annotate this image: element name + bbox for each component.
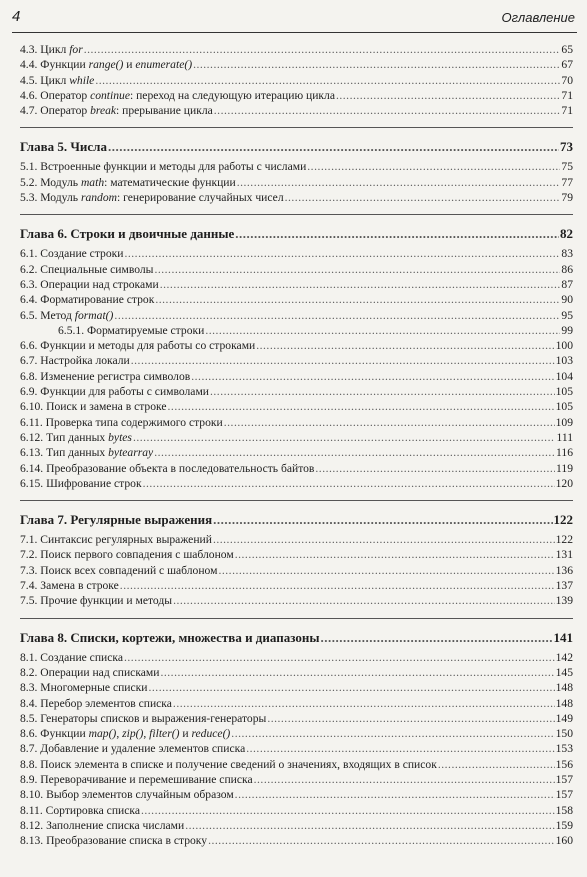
entry-page: 153 (555, 742, 573, 756)
entry-page: 120 (555, 476, 573, 490)
dot-leader (120, 578, 555, 593)
entry-title: 4.5. Цикл while (20, 73, 95, 87)
entry-page: 150 (555, 727, 573, 741)
dot-leader (307, 159, 560, 174)
entry-page: 158 (555, 803, 573, 817)
dot-leader (256, 338, 554, 353)
entry-title: 6.12. Тип данных bytes (20, 430, 132, 444)
entry-title: 8.3. Многомерные списки (20, 681, 148, 695)
toc-entry[interactable] (20, 430, 573, 445)
toc-entry[interactable] (20, 246, 573, 261)
entry-title: 6.6. Функции и методы для работы со строками (20, 339, 256, 353)
chapter-title: Глава 7. Регулярные выражения (20, 512, 213, 528)
toc-section (20, 628, 573, 858)
dot-leader (154, 262, 560, 277)
dot-leader (235, 547, 555, 562)
entry-title: 8.12. Заполнение списка числами (20, 818, 185, 832)
toc-entry[interactable] (20, 665, 573, 680)
entry-title: 6.4. Форматирование строк (20, 293, 155, 307)
toc-entry[interactable] (20, 88, 573, 103)
toc-entry[interactable] (20, 57, 573, 72)
entry-page: 139 (555, 594, 573, 608)
toc-entry[interactable] (20, 696, 573, 711)
toc-entry[interactable] (20, 563, 573, 578)
entry-title: 8.10. Выбор элементов случайным образом (20, 788, 234, 802)
toc-entry[interactable] (20, 190, 573, 205)
entry-title: 8.9. Переворачивание и перемешивание списка (20, 772, 253, 786)
toc-entry[interactable] (20, 175, 573, 190)
dot-leader (133, 430, 556, 445)
dot-leader (213, 532, 555, 547)
entry-page: 142 (555, 650, 573, 664)
entry-title: 6.7. Настройка локали (20, 354, 130, 368)
chapter-title: Глава 6. Строки и двоичные данные (20, 226, 235, 242)
dot-leader (231, 726, 554, 741)
chapter-heading[interactable] (20, 137, 573, 156)
entry-title: 6.1. Создание строки (20, 247, 124, 261)
entry-page: 116 (556, 446, 573, 460)
chapter-heading[interactable] (20, 224, 573, 243)
toc-entry[interactable] (20, 42, 573, 57)
entry-title: 4.7. Оператор break: прерывание цикла (20, 104, 213, 118)
entry-page: 77 (561, 175, 573, 189)
dot-leader (213, 510, 552, 529)
toc-entry[interactable] (20, 532, 573, 547)
entry-page: 109 (555, 415, 573, 429)
entry-page: 99 (561, 323, 573, 337)
dot-leader (235, 787, 555, 802)
toc-entry[interactable] (20, 650, 573, 665)
dot-leader (254, 772, 555, 787)
entry-page: 122 (555, 533, 573, 547)
chapter-page: 122 (553, 512, 573, 528)
entry-title: 6.8. Изменение регистра символов (20, 369, 191, 383)
toc-entry[interactable] (20, 277, 573, 292)
entry-page: 70 (561, 73, 573, 87)
entry-title: 6.14. Преобразование объекта в последовательность байтов (20, 461, 315, 475)
entry-page: 105 (555, 400, 573, 414)
dot-leader (84, 42, 561, 57)
dot-leader (246, 741, 554, 756)
entry-page: 157 (555, 772, 573, 786)
dot-leader (438, 757, 555, 772)
toc-entry[interactable] (20, 741, 573, 756)
toc-entry[interactable] (20, 803, 573, 818)
entry-title: 7.1. Синтаксис регулярных выражений (20, 533, 212, 547)
toc-subentry[interactable] (20, 323, 573, 338)
entry-page: 86 (561, 262, 573, 276)
dot-leader (214, 103, 561, 118)
toc-entry[interactable] (20, 818, 573, 833)
dot-leader (237, 175, 561, 190)
dot-leader (131, 353, 555, 368)
dot-leader (108, 137, 559, 156)
toc-entry[interactable] (20, 103, 573, 118)
chapter-page: 73 (560, 139, 573, 155)
entry-page: 103 (555, 354, 573, 368)
entry-title: 8.6. Функции map(), zip(), filter() и reduce() (20, 727, 231, 741)
entry-title: 6.13. Тип данных bytearray (20, 446, 154, 460)
entry-page: 149 (555, 711, 573, 725)
dot-leader (154, 445, 555, 460)
entry-page: 79 (561, 191, 573, 205)
toc-entry[interactable] (20, 338, 573, 353)
chapter-title: Глава 5. Числа (20, 139, 107, 155)
toc-entry[interactable] (20, 353, 573, 368)
entry-title: 6.2. Специальные символы (20, 262, 154, 276)
toc-entry[interactable] (20, 593, 573, 608)
toc-section (20, 510, 573, 618)
dot-leader (267, 711, 554, 726)
dot-leader (95, 73, 560, 88)
dot-leader (320, 628, 552, 647)
entry-title: 8.5. Генераторы списков и выражения-генераторы (20, 711, 267, 725)
toc-entry[interactable] (20, 476, 573, 491)
entry-page: 71 (561, 88, 573, 102)
entry-page: 87 (561, 277, 573, 291)
toc-section (20, 137, 573, 215)
entry-page: 148 (555, 681, 573, 695)
toc-entry[interactable] (20, 547, 573, 562)
entry-page: 159 (555, 818, 573, 832)
entry-page: 145 (555, 665, 573, 679)
entry-page: 67 (561, 58, 573, 72)
entry-page: 83 (561, 247, 573, 261)
entry-page: 119 (556, 461, 573, 475)
toc-entry[interactable] (20, 399, 573, 414)
entry-page: 157 (555, 788, 573, 802)
entry-title: 5.2. Модуль math: математические функции (20, 175, 236, 189)
dot-leader (208, 833, 555, 848)
entry-title: 8.2. Операции над списками (20, 665, 160, 679)
dot-leader (143, 476, 555, 491)
dot-leader (191, 369, 554, 384)
entry-page: 156 (555, 757, 573, 771)
dot-leader (160, 277, 561, 292)
page-number: 4 (12, 8, 21, 25)
entry-title: 5.3. Модуль random: генерирование случайных чисел (20, 191, 284, 205)
entry-title: 4.4. Функции range() и enumerate() (20, 58, 193, 72)
entry-title: 4.3. Цикл for (20, 43, 83, 56)
dot-leader (193, 57, 560, 72)
toc-entry[interactable] (20, 73, 573, 88)
entry-title: 8.8. Поиск элемента в списке и получение сведений о значениях, входящих в список (20, 757, 437, 771)
dot-leader (210, 384, 555, 399)
entry-page: 131 (555, 548, 573, 562)
chapter-title: Глава 8. Списки, кортежи, множества и диапазоны (20, 629, 320, 645)
entry-page: 136 (555, 563, 573, 577)
toc-entry[interactable] (20, 578, 573, 593)
entry-title: 6.10. Поиск и замена в строке (20, 400, 167, 414)
entry-title: 6.9. Функции для работы с символами (20, 385, 209, 399)
running-title: Оглавление (501, 10, 575, 25)
entry-page: 104 (555, 369, 573, 383)
dot-leader (218, 563, 554, 578)
entry-page: 160 (555, 834, 573, 848)
toc-section (20, 224, 573, 501)
dot-leader (315, 461, 555, 476)
toc-entry[interactable] (20, 308, 573, 323)
dot-leader (173, 593, 555, 608)
header-rule (12, 32, 577, 33)
entry-page: 65 (561, 43, 573, 56)
chapter-heading[interactable] (20, 510, 573, 529)
chapter-heading[interactable] (20, 628, 573, 647)
dot-leader (235, 224, 559, 243)
entry-title: 6.3. Операции над строками (20, 277, 159, 291)
toc-entry[interactable] (20, 726, 573, 741)
entry-title: 8.7. Добавление и удаление элементов списка (20, 742, 246, 756)
chapter-page: 141 (553, 629, 573, 645)
toc-entry[interactable] (20, 787, 573, 802)
entry-title: 5.1. Встроенные функции и методы для работы с числами (20, 160, 307, 174)
dot-leader (336, 88, 560, 103)
entry-page: 71 (561, 104, 573, 118)
entry-page: 75 (561, 160, 573, 174)
entry-title: 8.11. Сортировка списка (20, 803, 140, 817)
toc-entry[interactable] (20, 772, 573, 787)
entry-title: 8.4. Перебор элементов списка (20, 696, 172, 710)
dot-leader (141, 803, 555, 818)
toc-entry[interactable] (20, 415, 573, 430)
dot-leader (224, 415, 555, 430)
toc-entry[interactable] (20, 292, 573, 307)
entry-title: 7.2. Поиск первого совпадения с шаблоном (20, 548, 234, 562)
toc-entry[interactable] (20, 833, 573, 848)
toc-entry[interactable] (20, 445, 573, 460)
entry-page: 111 (556, 430, 573, 444)
entry-page: 148 (555, 696, 573, 710)
entry-title: 8.13. Преобразование списка в строку (20, 834, 208, 848)
dot-leader (205, 323, 560, 338)
toc-entry[interactable] (20, 159, 573, 174)
dot-leader (168, 399, 555, 414)
dot-leader (160, 665, 554, 680)
toc-entry[interactable] (20, 384, 573, 399)
toc-section (20, 42, 573, 128)
dot-leader (149, 680, 555, 695)
entry-title: 4.6. Оператор continue: переход на следующую итерацию цикла (20, 88, 335, 102)
entry-page: 137 (555, 579, 573, 593)
entry-title: 7.3. Поиск всех совпадений с шаблоном (20, 563, 218, 577)
dot-leader (124, 650, 555, 665)
dot-leader (185, 818, 554, 833)
dot-leader (173, 696, 555, 711)
toc-entry[interactable] (20, 461, 573, 476)
toc-entry[interactable] (20, 757, 573, 772)
page-header (12, 8, 577, 30)
dot-leader (124, 246, 560, 261)
dot-leader (155, 292, 560, 307)
entry-page: 90 (561, 293, 573, 307)
table-of-contents (20, 42, 573, 866)
entry-page: 105 (555, 385, 573, 399)
dot-leader (285, 190, 561, 205)
entry-title: 6.5.1. Форматируемые строки (58, 323, 205, 337)
chapter-page: 82 (560, 226, 573, 242)
entry-page: 95 (561, 308, 573, 322)
toc-entry[interactable] (20, 262, 573, 277)
toc-entry[interactable] (20, 680, 573, 695)
entry-title: 6.5. Метод format() (20, 308, 114, 322)
toc-entry[interactable] (20, 369, 573, 384)
toc-entry[interactable] (20, 711, 573, 726)
entry-title: 7.4. Замена в строке (20, 579, 119, 593)
dot-leader (114, 308, 560, 323)
entry-title: 7.5. Прочие функции и методы (20, 594, 173, 608)
entry-page: 100 (555, 339, 573, 353)
entry-title: 8.1. Создание списка (20, 650, 123, 664)
entry-title: 6.11. Проверка типа содержимого строки (20, 415, 223, 429)
entry-title: 6.15. Шифрование строк (20, 476, 142, 490)
